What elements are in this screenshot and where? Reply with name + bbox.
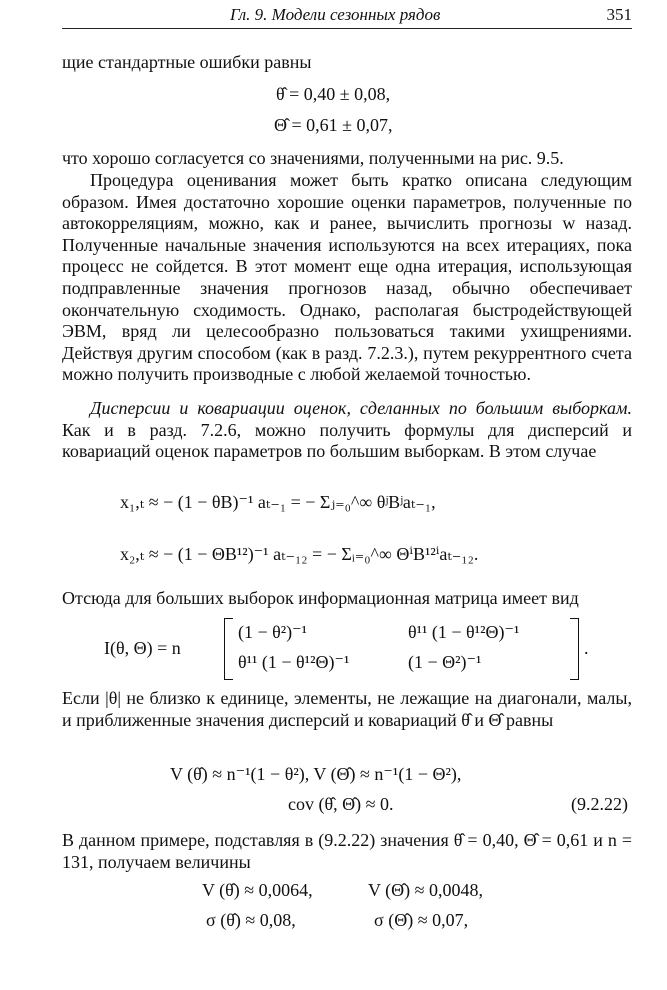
paragraph-2: что хорошо согласуется со значениями, полученными на рис. 9.5.: [62, 148, 564, 168]
equation-V-Theta: V (Θ̂) ≈ 0,0048,: [368, 880, 484, 900]
matrix-a11: (1 − θ²)⁻¹: [238, 622, 308, 642]
paragraph-4: [62, 398, 632, 463]
equation-x2t: x₂,ₜ ≈ − (1 − ΘB¹²)⁻¹ aₜ₋₁₂ = − Σᵢ₌₀^∞ ΘⁱB¹²ⁱaₜ₋₁₂.: [120, 544, 479, 564]
chapter-title: Гл. 9. Модели сезонных рядов: [230, 5, 441, 24]
matrix-a12: θ¹¹ (1 − θ¹²Θ)⁻¹: [408, 622, 520, 642]
equation-sigma-theta: σ (θ̂) ≈ 0,08,: [206, 910, 296, 930]
equation-V-theta: V (θ̂) ≈ 0,0064,: [202, 880, 313, 900]
equation-Theta-estimate: Θ̂ = 0,61 ± 0,07,: [274, 115, 393, 135]
equation-covariance: cov (θ̂, Θ̂) ≈ 0.: [288, 794, 394, 814]
equation-variances: V (θ̂) ≈ n⁻¹(1 − θ²), V (Θ̂) ≈ n⁻¹(1 − Θ²),: [170, 764, 462, 784]
left-bracket: [224, 618, 233, 680]
matrix-a21: θ¹¹ (1 − θ¹²Θ)⁻¹: [238, 652, 350, 672]
paragraph-4-text: Как и в разд. 7.2.6, можно получить формулы для дисперсий и ковариаций оценок параметров по большим выборкам. В этом случае: [62, 419, 632, 462]
equation-sigma-Theta: σ (Θ̂) ≈ 0,07,: [374, 910, 469, 930]
matrix-period: .: [584, 638, 589, 658]
paragraph-5: Отсюда для больших выборок информационная матрица имеет вид: [62, 588, 579, 608]
right-bracket: [570, 618, 579, 680]
information-matrix: [104, 618, 589, 680]
equation-number: (9.2.22): [571, 794, 628, 814]
running-header: [62, 4, 632, 29]
paragraph-3: Процедура оценивания может быть кратко описана следующим образом. Имея достаточно хорошие оценки параметров, полученные по автокорреляциям, можно, как и ранее, вычислить прогнозы w назад. Полученные начальные значения используются на всех итерациях, пока процесс не сойдется. В этот момент еще одна итерация, использующая подправленные значения прогнозов назад, обычно обеспечивает окончательную сходимость. Однако, располагая быстродействующей ЭВМ, вряд ли целесообразно пользоваться такими ухищрениями. Действуя другим способом (как в разд. 7.2.3.), путем рекуррентного счета можно получить производные с любой желаемой точностью.: [62, 170, 632, 385]
section-heading-italic: Дисперсии и ковариации оценок, сделанных по большим выборкам.: [90, 398, 632, 418]
equation-theta-estimate: θ̂ = 0,40 ± 0,08,: [276, 84, 391, 104]
matrix-a22: (1 − Θ²)⁻¹: [408, 652, 482, 672]
paragraph-6: Если |θ| не близко к единице, элементы, не лежащие на диагонали, малы, и приближенные значения дисперсий и ковариаций θ̂ и Θ̂ равны: [62, 688, 632, 730]
paragraph-7: В данном примере, подставляя в (9.2.22) значения θ̂ = 0,40, Θ̂ = 0,61 и n = 131, получаем величины: [62, 830, 632, 872]
matrix-lhs: I(θ, Θ) = n: [104, 638, 181, 658]
paragraph-1: щие стандартные ошибки равны: [62, 52, 312, 72]
equation-x1t: x₁,ₜ ≈ − (1 − θB)⁻¹ aₜ₋₁ = − Σⱼ₌₀^∞ θʲBʲaₜ₋₁,: [120, 492, 436, 512]
page-number: 351: [606, 5, 632, 24]
